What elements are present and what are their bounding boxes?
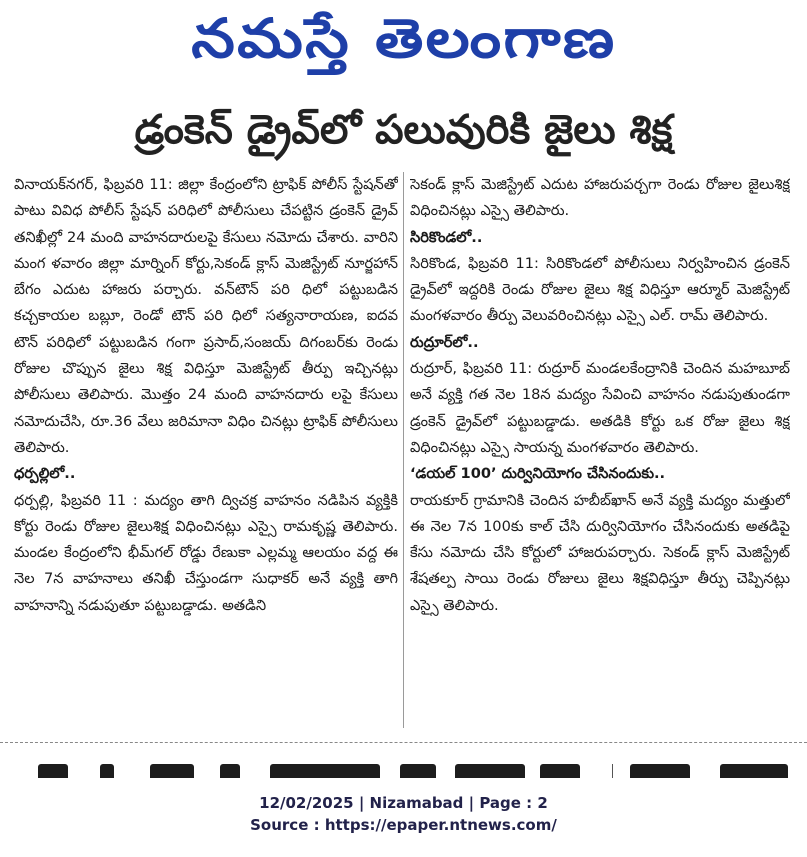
newspaper-logo: నమస్తే తెలంగాణ xyxy=(190,6,617,70)
article-paragraph: సిరికొండ, ఫిబ్రవరి 11: సిరికొండలో పోలీసులు నిర్వహించిన డ్రంకెన్ డ్రైవ్‌లో ఇద్దరికి రెండు రోజుల జైలు శిక్ష విధిస్తూ ఆర్మూర్ మెజిస్ట్రేట్ మంగళవారం తీర్పు వెలువరించినట్లు ఎస్సై ఎల్. రామ్ తెలిపారు. xyxy=(410,254,790,325)
clipping-cut-line xyxy=(0,742,807,743)
source-link[interactable]: Source : https://epaper.ntnews.com/ xyxy=(250,816,557,834)
article-subheading: ‘డయల్ 100’ దుర్వినియోగం చేసినందుకు.. xyxy=(410,465,666,483)
article-subheading: ధర్పల్లిలో.. xyxy=(14,465,76,483)
article-subheading: సిరికొండలో.. xyxy=(410,228,483,246)
edition-info: 12/02/2025 | Nizamabad | Page : 2 xyxy=(259,794,548,812)
bleed-column-divider xyxy=(612,764,613,778)
article-right-column xyxy=(410,172,790,730)
masthead xyxy=(0,0,807,90)
next-article-bleed xyxy=(30,764,790,778)
article-paragraph: సెకండ్ క్లాస్ మెజిస్ట్రేట్ ఎదుట హాజరుపర్చగా రెండు రోజుల జైలుశిక్ష విధించినట్లు ఎస్సై తెలిపారు. xyxy=(410,176,790,220)
article-paragraph: రాయకూర్ గ్రామానికి చెందిన హబీబ్‌ఖాన్ అనే వ్యక్తి మద్యం మత్తులో ఈ నెల 7న 100కు కాల్ చేసి దుర్వినియోగం చేసినందుకు అతడిపై కేసు నమోదు చేసి కోర్టులో హాజరుపర్చారు. సెకండ్ క్లాస్ మెజిస్ట్రేట్ శేషతల్ప సాయి రెండు రోజులు జైలు శిక్షవిధిస్తూ తీర్పు చెప్పినట్లు ఎస్సై తెలిపారు. xyxy=(410,491,790,614)
article-paragraph: రుద్రూర్, ఫిబ్రవరి 11: రుద్రూర్ మండలకేంద్రానికి చెందిన మహబూబ్ అనే వ్యక్తి గత నెల 18న మద్యం సేవించి వాహనం నడుపుతుండగా డ్రంకెన్ డ్రైవ్‌లో పట్టుబడ్డాడు. అతడికి కోర్టు ఒక రోజు జైలు శిక్ష విధించినట్లు ఎస్సై సాయన్న మంగళవారం తెలిపారు. xyxy=(410,360,790,456)
article-headline: డ్రంకెన్ డ్రైవ్‌లో పలువురికి జైలు శిక్ష xyxy=(134,107,673,153)
article-paragraph: ధర్పల్లి, ఫిబ్రవరి 11 : మద్యం తాగి ద్విచక్ర వాహనం నడిపిన వ్యక్తికి కోర్టు రెండు రోజుల జైలుశిక్ష విధించినట్లు ఎస్సై రామకృష్ణ తెలిపారు. మండల కేంద్రంలోని భీమ్‌గల్ రోడ్డు రేణుకా ఎల్లమ్మ ఆలయం వద్ద ఈ నెల 7న వాహనాలు తనిఖీ చేస్తుండగా సుధాకర్ అనే వ్యక్తి తాగి వాహనాన్ని నడుపుతూ పట్టుబడ్డాడు. అతడిని xyxy=(14,491,398,614)
article-subheading: రుద్రూర్‌లో.. xyxy=(410,333,479,351)
article-paragraph: వినాయక్‌నగర్, ఫిబ్రవరి 11: జిల్లా కేంద్రంలోని ట్రాఫిక్ పోలీస్ స్టేషన్‌తో పాటు వివిధ పోలీస్ స్టేషన్ పరిధిలో పోలీసులు చేపట్టిన డ్రంకెన్ డ్రైవ్ తనిఖీల్లో 24 మంది వాహనదారులపై కేసులు నమోదు చేశారు. వారిని మంగ ళవారం జిల్లా మార్నింగ్ కోర్టు,సెకండ్ క్లాస్ మెజిస్ట్రేట్ నూర్జహాన్ బేగం ఎదుట హాజరు పర్చారు. వన్‌టౌన్ పరి ధిలో పట్టుబడిన కచ్చకాయల బబ్లూ, రెండో టౌన్ పరి ధిలో సత్యనారాయణ, ఐదవ టౌన్ పరిధిలో పట్టుబడిన గంగా ప్రసాద్,సంజయ్ దిగంబర్‌కు రెండు రోజుల చొప్పున జైలు శిక్ష విధిస్తూ మెజిస్ట్రేట్ తీర్పు ఇచ్చినట్లు పోలీసులు తెలిపారు. మొత్తం 24 మంది వాహనదారు లపై కేసులు నమోదుచేసి, రూ.36 వేలు జరిమానా విధిం చినట్లు ట్రాఫిక్ పోలీసులు తెలిపారు. xyxy=(14,176,398,456)
page-footer xyxy=(0,792,807,836)
article-left-column xyxy=(14,172,398,730)
column-divider xyxy=(403,172,404,728)
